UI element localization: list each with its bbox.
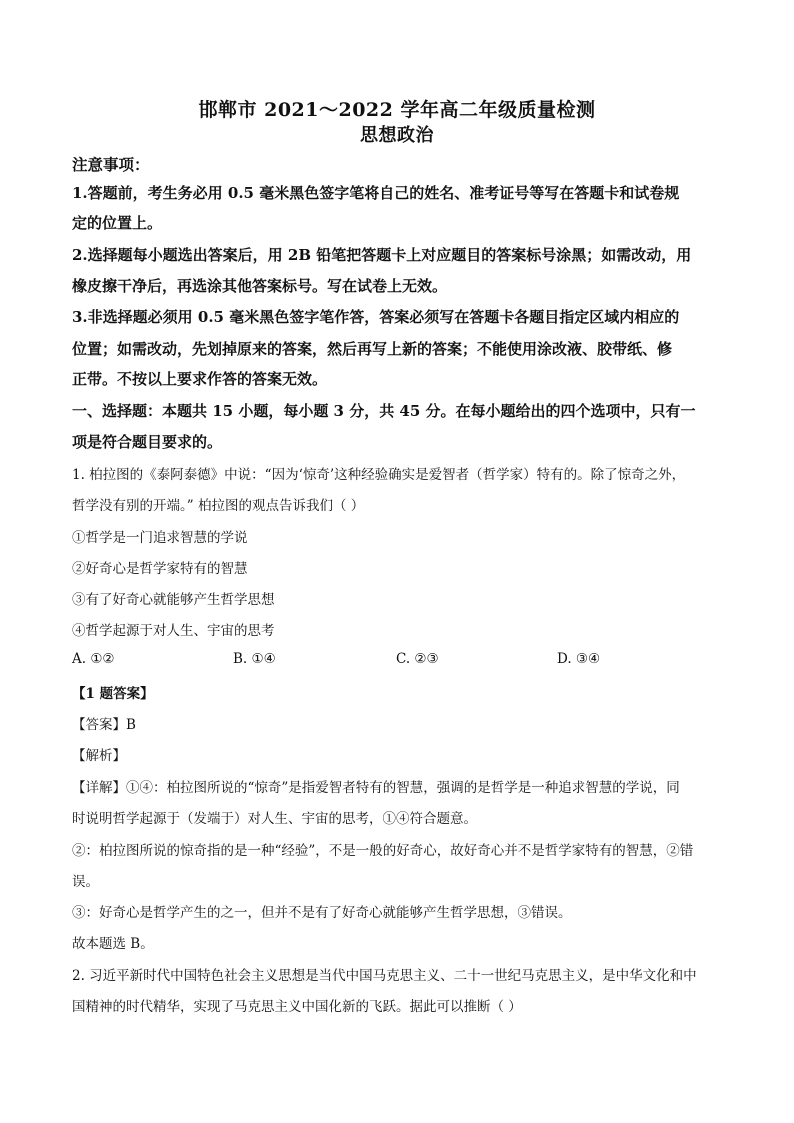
option-c: C. ②③ (396, 651, 439, 667)
detail-line: 故本题选 B。 (72, 936, 154, 952)
statement-item: ④哲学起源于对人生、宇宙的思考 (72, 623, 275, 639)
statement-item: ①哲学是一门追求智慧的学说 (72, 530, 248, 546)
notice-line: 正带。不按以上要求作答的答案无效。 (72, 370, 328, 388)
subject-title: 思想政治 (360, 125, 434, 146)
question-stem: 国精神的时代精华，实现了马克思主义中国化新的飞跃。据此可以推断（ ） (72, 999, 522, 1015)
statement-item: ③有了好奇心就能够产生哲学思想 (72, 592, 275, 608)
detail-line: 误。 (72, 874, 99, 890)
notice-heading: 注意事项： (72, 155, 150, 174)
notice-line: 2.选择题每小题选出答案后，用 2B 铅笔把答题卡上对应题目的答案标号涂黑；如需改动，用 (72, 246, 692, 264)
answer-block-label: 【1 题答案】 (72, 686, 154, 702)
question-stem: 1. 柏拉图的《泰阿泰德》中说：“因为‘惊奇’这种经验确实是爱智者（哲学家）特有的。除了惊奇之外， (72, 467, 686, 483)
analysis-label: 【解析】 (72, 748, 126, 764)
notice-line: 定的位置上。 (72, 214, 163, 232)
section-heading: 项是符合题目要求的。 (72, 433, 223, 451)
answer-line: 【答案】B (72, 717, 136, 733)
detail-line: ②：柏拉图所说的惊奇指的是一种“经验”，不是一般的好奇心，故好奇心并不是哲学家特有的智慧，②错 (72, 843, 694, 859)
question-stem: 2. 习近平新时代中国特色社会主义思想是当代中国马克思主义、二十一世纪马克思主义，是中华文化和中 (72, 968, 697, 984)
exam-title: 邯郸市 2021～2022 学年高二年级质量检测 (198, 99, 596, 121)
notice-line: 位置；如需改动，先划掉原来的答案，然后再写上新的答案；不能使用涂改液、胶带纸、修 (72, 340, 673, 358)
notice-line: 1.答题前，考生务必用 0.5 毫米黑色签字笔将自己的姓名、准考证号等写在答题卡和试卷规 (72, 184, 680, 202)
detail-line: ③：好奇心是哲学产生的之一，但并不是有了好奇心就能够产生哲学思想，③错误。 (72, 905, 572, 921)
detail-line: 【详解】①④：柏拉图所说的“惊奇”是指爱智者特有的智慧，强调的是哲学是一种追求智慧的学说，同 (72, 780, 680, 796)
notice-line: 橡皮擦干净后，再选涂其他答案标号。写在试卷上无效。 (72, 277, 448, 295)
detail-line: 时说明哲学起源于（发端于）对人生、宇宙的思考，①④符合题意。 (72, 811, 477, 827)
statement-item: ②好奇心是哲学家特有的智慧 (72, 561, 248, 577)
option-a: A. ①② (72, 651, 115, 667)
notice-line: 3.非选择题必须用 0.5 毫米黑色签字笔作答，答案必须写在答题卡各题目指定区域内相应的 (72, 308, 680, 326)
question-stem: 哲学没有别的开端。” 柏拉图的观点告诉我们（ ） (72, 498, 365, 514)
option-d: D. ③④ (557, 651, 601, 667)
option-b: B. ①④ (233, 651, 276, 667)
section-heading: 一、选择题：本题共 15 小题，每小题 3 分，共 45 分。在每小题给出的四个选项中，只有一 (72, 402, 696, 420)
